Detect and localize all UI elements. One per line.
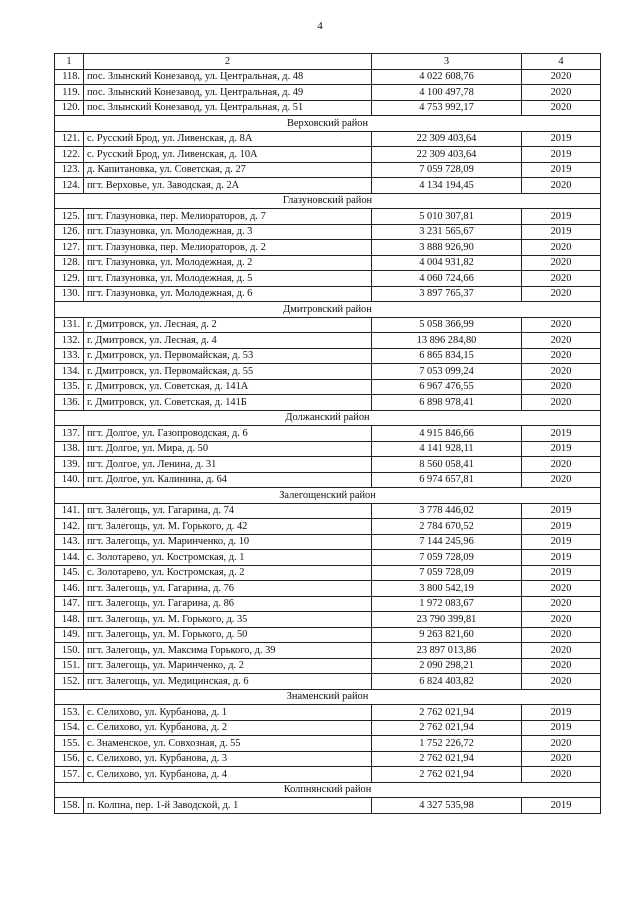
row-address: пгт. Залегощь, ул. Гагарина, д. 76 xyxy=(84,581,372,597)
row-sum: 5 010 307,81 xyxy=(372,209,522,225)
row-sum: 6 974 657,81 xyxy=(372,472,522,488)
table-row xyxy=(55,736,601,752)
table-row xyxy=(55,643,601,659)
row-address: пгт. Глазуновка, ул. Молодежная, д. 2 xyxy=(84,255,372,271)
table-row xyxy=(55,178,601,194)
row-sum: 4 100 497,78 xyxy=(372,85,522,101)
table-row xyxy=(55,720,601,736)
district-name: Дмитровский район xyxy=(55,302,601,318)
row-number: 147. xyxy=(55,596,84,612)
table-row xyxy=(55,333,601,349)
row-year: 2020 xyxy=(522,627,601,643)
row-year: 2020 xyxy=(522,364,601,380)
table-row xyxy=(55,441,601,457)
row-address: пгт. Долгое, ул. Ленина, д. 31 xyxy=(84,457,372,473)
table-row xyxy=(55,209,601,225)
row-number: 119. xyxy=(55,85,84,101)
row-number: 153. xyxy=(55,705,84,721)
row-address: с. Золотарево, ул. Костромская, д. 1 xyxy=(84,550,372,566)
row-number: 134. xyxy=(55,364,84,380)
row-number: 157. xyxy=(55,767,84,783)
row-number: 135. xyxy=(55,379,84,395)
table-row xyxy=(55,348,601,364)
table-row xyxy=(55,240,601,256)
row-sum: 6 898 978,41 xyxy=(372,395,522,411)
table-row xyxy=(55,100,601,116)
row-year: 2019 xyxy=(522,426,601,442)
row-address: пгт. Залегощь, ул. Маринченко, д. 2 xyxy=(84,658,372,674)
row-number: 118. xyxy=(55,69,84,85)
table-row xyxy=(55,751,601,767)
row-year: 2020 xyxy=(522,395,601,411)
row-sum: 6 865 834,15 xyxy=(372,348,522,364)
table-row xyxy=(55,271,601,287)
row-year: 2020 xyxy=(522,767,601,783)
table-row xyxy=(55,69,601,85)
row-year: 2020 xyxy=(522,348,601,364)
row-number: 125. xyxy=(55,209,84,225)
table-row xyxy=(55,131,601,147)
table-row xyxy=(55,550,601,566)
row-year: 2020 xyxy=(522,379,601,395)
table-row xyxy=(55,426,601,442)
row-year: 2019 xyxy=(522,503,601,519)
row-number: 133. xyxy=(55,348,84,364)
row-sum: 2 762 021,94 xyxy=(372,767,522,783)
table-row xyxy=(55,472,601,488)
row-number: 154. xyxy=(55,720,84,736)
row-year: 2020 xyxy=(522,751,601,767)
row-number: 150. xyxy=(55,643,84,659)
row-address: пгт. Залегощь, ул. М. Горького, д. 42 xyxy=(84,519,372,535)
row-sum: 3 800 542,19 xyxy=(372,581,522,597)
row-number: 130. xyxy=(55,286,84,302)
row-year: 2020 xyxy=(522,286,601,302)
row-number: 128. xyxy=(55,255,84,271)
district-name: Знаменский район xyxy=(55,689,601,705)
row-number: 120. xyxy=(55,100,84,116)
row-number: 145. xyxy=(55,565,84,581)
row-sum: 7 059 728,09 xyxy=(372,550,522,566)
row-sum: 7 059 728,09 xyxy=(372,565,522,581)
row-address: пгт. Глазуновка, ул. Молодежная, д. 5 xyxy=(84,271,372,287)
row-year: 2019 xyxy=(522,209,601,225)
row-year: 2020 xyxy=(522,240,601,256)
row-year: 2020 xyxy=(522,457,601,473)
row-address: пгт. Залегощь, ул. Маринченко, д. 10 xyxy=(84,534,372,550)
district-header-row xyxy=(55,689,601,705)
row-address: пгт. Глазуновка, ул. Молодежная, д. 6 xyxy=(84,286,372,302)
table-row xyxy=(55,85,601,101)
row-number: 139. xyxy=(55,457,84,473)
row-sum: 2 762 021,94 xyxy=(372,720,522,736)
row-number: 132. xyxy=(55,333,84,349)
row-number: 127. xyxy=(55,240,84,256)
row-address: пгт. Глазуновка, ул. Молодежная, д. 3 xyxy=(84,224,372,240)
row-number: 126. xyxy=(55,224,84,240)
row-year: 2020 xyxy=(522,271,601,287)
row-year: 2019 xyxy=(522,720,601,736)
row-year: 2019 xyxy=(522,441,601,457)
row-year: 2019 xyxy=(522,131,601,147)
table-row xyxy=(55,534,601,550)
table-row xyxy=(55,457,601,473)
row-sum: 5 058 366,99 xyxy=(372,317,522,333)
header-cell-sum: 3 xyxy=(372,54,522,70)
row-number: 152. xyxy=(55,674,84,690)
table-row xyxy=(55,162,601,178)
row-address: г. Дмитровск, ул. Первомайская, д. 53 xyxy=(84,348,372,364)
row-number: 131. xyxy=(55,317,84,333)
row-address: с. Селихово, ул. Курбанова, д. 2 xyxy=(84,720,372,736)
row-year: 2020 xyxy=(522,333,601,349)
row-address: пгт. Залегощь, ул. Гагарина, д. 74 xyxy=(84,503,372,519)
table-header-row xyxy=(55,54,601,70)
row-sum: 4 327 535,98 xyxy=(372,798,522,814)
table-row xyxy=(55,798,601,814)
row-sum: 4 004 931,82 xyxy=(372,255,522,271)
row-year: 2019 xyxy=(522,550,601,566)
housing-register-table xyxy=(54,53,601,814)
row-year: 2020 xyxy=(522,255,601,271)
row-number: 123. xyxy=(55,162,84,178)
header-cell-year: 4 xyxy=(522,54,601,70)
row-sum: 1 972 083,67 xyxy=(372,596,522,612)
row-address: с. Селихово, ул. Курбанова, д. 4 xyxy=(84,767,372,783)
district-header-row xyxy=(55,302,601,318)
row-address: г. Дмитровск, ул. Лесная, д. 2 xyxy=(84,317,372,333)
district-name: Залегощенский район xyxy=(55,488,601,504)
row-sum: 3 897 765,37 xyxy=(372,286,522,302)
row-address: пос. Злынский Конезавод, ул. Центральная, д. 48 xyxy=(84,69,372,85)
row-address: г. Дмитровск, ул. Первомайская, д. 55 xyxy=(84,364,372,380)
row-sum: 4 022 608,76 xyxy=(372,69,522,85)
row-year: 2020 xyxy=(522,674,601,690)
row-sum: 23 897 013,86 xyxy=(372,643,522,659)
row-address: пгт. Долгое, ул. Мира, д. 50 xyxy=(84,441,372,457)
row-address: пгт. Долгое, ул. Газопроводская, д. 6 xyxy=(84,426,372,442)
table-row xyxy=(55,147,601,163)
table-row xyxy=(55,519,601,535)
table-row xyxy=(55,705,601,721)
row-sum: 23 790 399,81 xyxy=(372,612,522,628)
row-number: 140. xyxy=(55,472,84,488)
row-number: 122. xyxy=(55,147,84,163)
header-cell-address: 2 xyxy=(84,54,372,70)
row-number: 124. xyxy=(55,178,84,194)
row-sum: 4 915 846,66 xyxy=(372,426,522,442)
district-header-row xyxy=(55,410,601,426)
page-number: 4 xyxy=(317,20,323,32)
row-address: пгт. Верховье, ул. Заводская, д. 2А xyxy=(84,178,372,194)
row-number: 155. xyxy=(55,736,84,752)
row-address: пгт. Залегощь, ул. Гагарина, д. 86 xyxy=(84,596,372,612)
row-address: с. Русский Брод, ул. Ливенская, д. 8А xyxy=(84,131,372,147)
table-row xyxy=(55,395,601,411)
row-address: с. Селихово, ул. Курбанова, д. 1 xyxy=(84,705,372,721)
row-number: 151. xyxy=(55,658,84,674)
row-address: д. Капитановка, ул. Советская, д. 27 xyxy=(84,162,372,178)
table-row xyxy=(55,627,601,643)
row-year: 2020 xyxy=(522,100,601,116)
row-sum: 22 309 403,64 xyxy=(372,147,522,163)
row-year: 2020 xyxy=(522,85,601,101)
row-sum: 6 824 403,82 xyxy=(372,674,522,690)
row-sum: 7 053 099,24 xyxy=(372,364,522,380)
row-number: 142. xyxy=(55,519,84,535)
row-sum: 7 144 245,96 xyxy=(372,534,522,550)
row-sum: 2 762 021,94 xyxy=(372,705,522,721)
row-sum: 13 896 284,80 xyxy=(372,333,522,349)
row-year: 2020 xyxy=(522,581,601,597)
row-year: 2020 xyxy=(522,612,601,628)
row-year: 2020 xyxy=(522,178,601,194)
row-sum: 4 134 194,45 xyxy=(372,178,522,194)
row-address: с. Селихово, ул. Курбанова, д. 3 xyxy=(84,751,372,767)
table-row xyxy=(55,767,601,783)
row-address: г. Дмитровск, ул. Советская, д. 141Б xyxy=(84,395,372,411)
row-year: 2019 xyxy=(522,519,601,535)
row-year: 2020 xyxy=(522,596,601,612)
row-number: 156. xyxy=(55,751,84,767)
row-number: 146. xyxy=(55,581,84,597)
row-sum: 8 560 058,41 xyxy=(372,457,522,473)
row-address: г. Дмитровск, ул. Советская, д. 141А xyxy=(84,379,372,395)
table-row xyxy=(55,317,601,333)
row-address: пгт. Залегощь, ул. М. Горького, д. 50 xyxy=(84,627,372,643)
row-year: 2020 xyxy=(522,643,601,659)
row-sum: 2 090 298,21 xyxy=(372,658,522,674)
row-number: 121. xyxy=(55,131,84,147)
row-sum: 7 059 728,09 xyxy=(372,162,522,178)
row-number: 137. xyxy=(55,426,84,442)
district-name: Должанский район xyxy=(55,410,601,426)
district-name: Глазуновский район xyxy=(55,193,601,209)
row-number: 141. xyxy=(55,503,84,519)
table-row xyxy=(55,565,601,581)
table-row xyxy=(55,364,601,380)
row-year: 2019 xyxy=(522,534,601,550)
row-number: 148. xyxy=(55,612,84,628)
table-row xyxy=(55,255,601,271)
table-row xyxy=(55,581,601,597)
row-sum: 3 778 446,02 xyxy=(372,503,522,519)
table-row xyxy=(55,674,601,690)
row-address: пос. Злынский Конезавод, ул. Центральная, д. 49 xyxy=(84,85,372,101)
row-sum: 1 752 226,72 xyxy=(372,736,522,752)
row-sum: 22 309 403,64 xyxy=(372,131,522,147)
row-address: пгт. Залегощь, ул. М. Горького, д. 35 xyxy=(84,612,372,628)
row-year: 2020 xyxy=(522,472,601,488)
row-sum: 4 060 724,66 xyxy=(372,271,522,287)
row-year: 2020 xyxy=(522,69,601,85)
row-sum: 2 762 021,94 xyxy=(372,751,522,767)
row-address: пгт. Залегощь, ул. Медицинская, д. 6 xyxy=(84,674,372,690)
district-header-row xyxy=(55,782,601,798)
table-row xyxy=(55,596,601,612)
row-address: с. Золотарево, ул. Костромская, д. 2 xyxy=(84,565,372,581)
table-row xyxy=(55,286,601,302)
row-address: пгт. Долгое, ул. Калинина, д. 64 xyxy=(84,472,372,488)
row-address: с. Русский Брод, ул. Ливенская, д. 10А xyxy=(84,147,372,163)
row-year: 2019 xyxy=(522,224,601,240)
row-sum: 6 967 476,55 xyxy=(372,379,522,395)
table-row xyxy=(55,224,601,240)
district-header-row xyxy=(55,193,601,209)
row-sum: 2 784 670,52 xyxy=(372,519,522,535)
district-name: Верховский район xyxy=(55,116,601,132)
row-address: г. Дмитровск, ул. Лесная, д. 4 xyxy=(84,333,372,349)
table-row xyxy=(55,612,601,628)
row-year: 2019 xyxy=(522,705,601,721)
table-row xyxy=(55,379,601,395)
table-row xyxy=(55,658,601,674)
row-year: 2019 xyxy=(522,565,601,581)
row-number: 158. xyxy=(55,798,84,814)
row-number: 129. xyxy=(55,271,84,287)
row-year: 2019 xyxy=(522,798,601,814)
row-sum: 3 231 565,67 xyxy=(372,224,522,240)
table-row xyxy=(55,503,601,519)
row-address: пгт. Глазуновка, пер. Мелиораторов, д. 2 xyxy=(84,240,372,256)
row-year: 2020 xyxy=(522,317,601,333)
row-address: пос. Злынский Конезавод, ул. Центральная, д. 51 xyxy=(84,100,372,116)
header-cell-number: 1 xyxy=(55,54,84,70)
row-sum: 3 888 926,90 xyxy=(372,240,522,256)
row-address: пгт. Залегощь, ул. Максима Горького, д. 39 xyxy=(84,643,372,659)
row-number: 144. xyxy=(55,550,84,566)
row-address: с. Знаменское, ул. Совхозная, д. 55 xyxy=(84,736,372,752)
district-header-row xyxy=(55,488,601,504)
row-sum: 4 141 928,11 xyxy=(372,441,522,457)
row-number: 136. xyxy=(55,395,84,411)
row-number: 143. xyxy=(55,534,84,550)
row-number: 138. xyxy=(55,441,84,457)
row-year: 2019 xyxy=(522,147,601,163)
row-year: 2020 xyxy=(522,658,601,674)
row-address: пгт. Глазуновка, пер. Мелиораторов, д. 7 xyxy=(84,209,372,225)
district-name: Колпнянский район xyxy=(55,782,601,798)
row-sum: 9 263 821,60 xyxy=(372,627,522,643)
row-number: 149. xyxy=(55,627,84,643)
row-sum: 4 753 992,17 xyxy=(372,100,522,116)
row-year: 2019 xyxy=(522,162,601,178)
district-header-row xyxy=(55,116,601,132)
row-year: 2020 xyxy=(522,736,601,752)
row-address: п. Колпна, пер. 1-й Заводской, д. 1 xyxy=(84,798,372,814)
